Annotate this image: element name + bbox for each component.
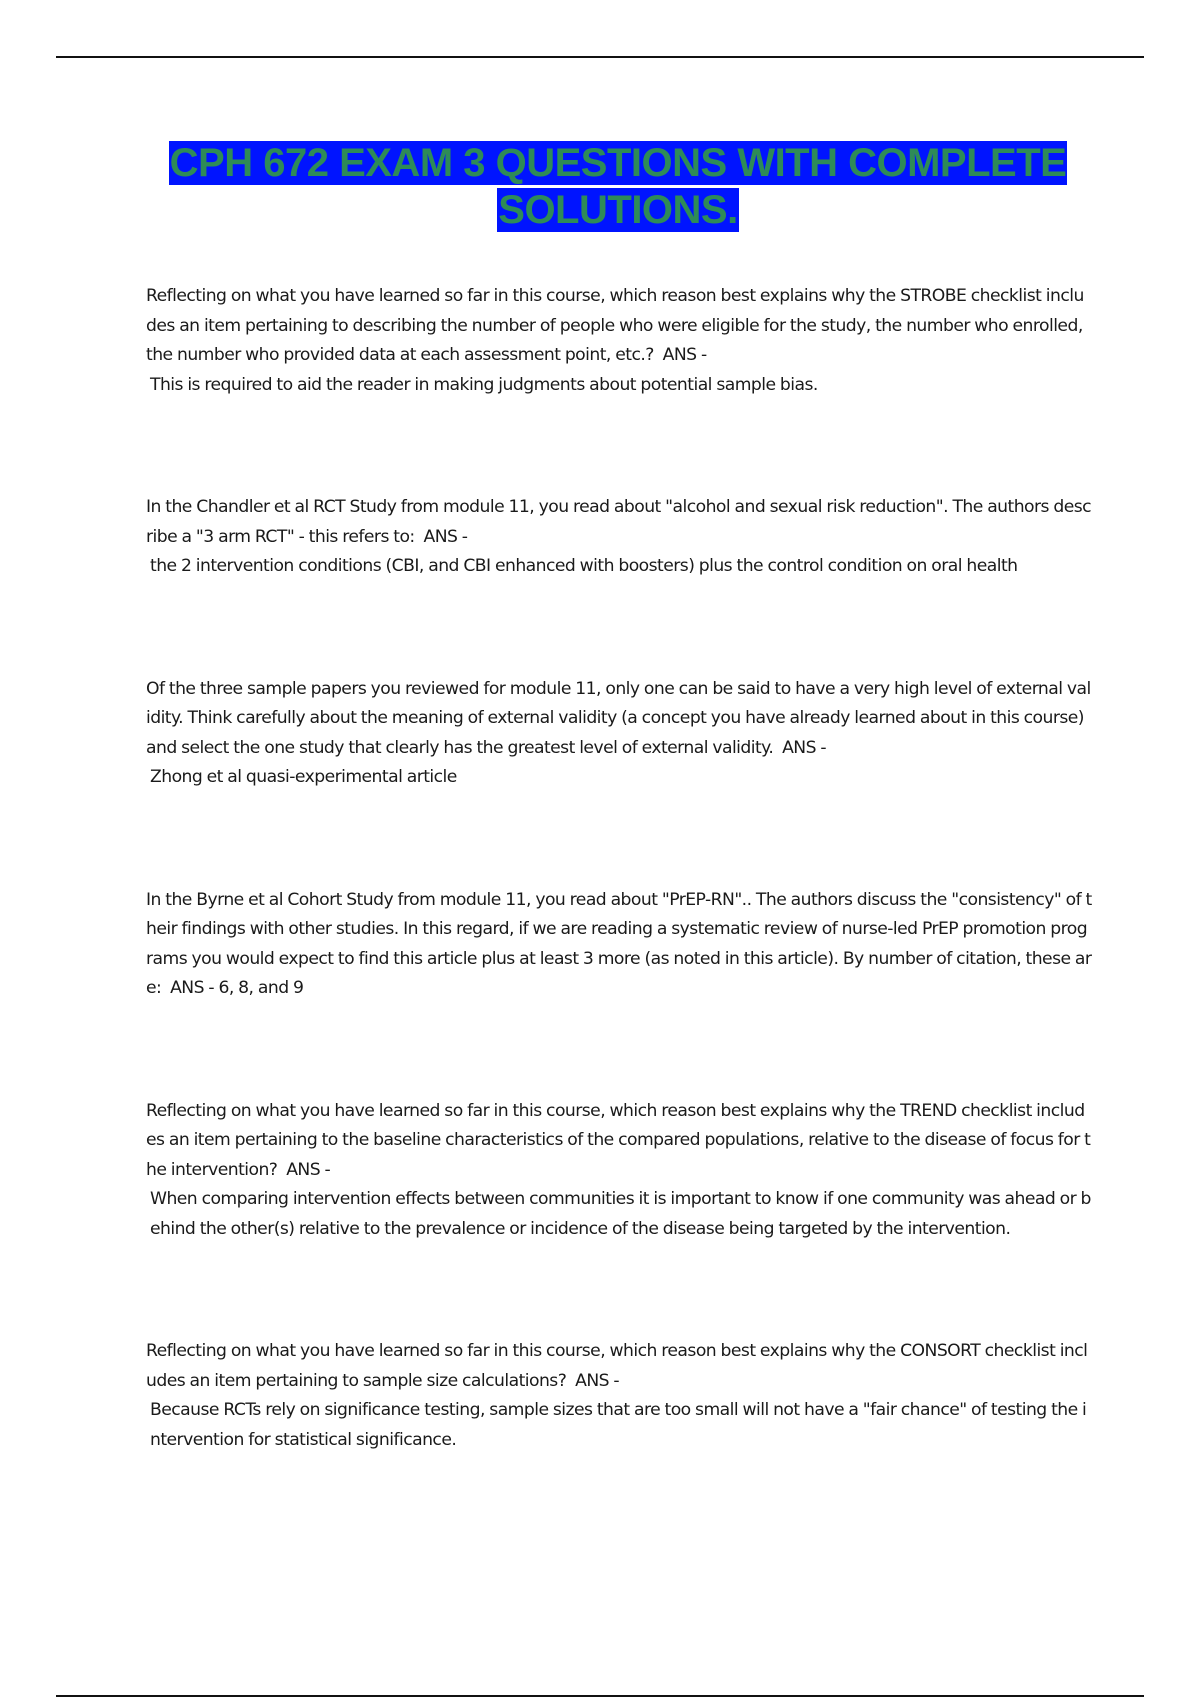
- answer-text: the 2 intervention conditions (CBI, and CBI enhanced with boosters) plus the control condition on oral health: [150, 556, 1018, 576]
- question-text: In the Byrne et al Cohort Study from module 11, you read about "PrEP-RN".. The authors discuss the "consistency" of their findings with other studies. In this regard, if we are reading a systematic review of nurse-led PrEP promotion programs you would expect to find this article plus at least 3 more (as noted in this article). By number of citation, these are: ANS - 6, 8, and 9: [146, 889, 1092, 998]
- qa-item: [146, 886, 1092, 1004]
- bottom-rule: [56, 1695, 1144, 1697]
- question-text: Reflecting on what you have learned so far in this course, which reason best explains why the TREND checklist includes an item pertaining to the baseline characteristics of the compared populations, relative to the disease of focus for the intervention? ANS -: [146, 1100, 1091, 1180]
- qa-item: [146, 675, 1092, 793]
- top-rule: [56, 56, 1144, 58]
- qa-item: [146, 1337, 1092, 1455]
- answer-text: Because RCTs rely on significance testing, sample sizes that are too small will not have a "fair chance" of testing the intervention for statistical significance.: [150, 1400, 1087, 1450]
- qa-list: [146, 282, 1092, 1548]
- title-line-1: CPH 672 EXAM 3 QUESTIONS WITH COMPLETE: [169, 141, 1067, 185]
- qa-item: [146, 493, 1092, 582]
- question-text: Of the three sample papers you reviewed for module 11, only one can be said to have a very high level of external validity. Think carefully about the meaning of external validity (a concept you have already learned about in this course) and select the one study that clearly has the greatest level of external validity. ANS -: [146, 678, 1091, 758]
- question-text: Reflecting on what you have learned so far in this course, which reason best explains why the CONSORT checklist includes an item pertaining to sample size calculations? ANS -: [146, 1341, 1088, 1391]
- qa-item: [146, 282, 1092, 400]
- answer-text: When comparing intervention effects between communities it is important to know if one community was ahead or behind the other(s) relative to the prevalence or incidence of the disease being targeted by the intervention.: [150, 1189, 1091, 1239]
- title-line-2: SOLUTIONS.: [498, 188, 738, 232]
- answer-text: This is required to aid the reader in making judgments about potential sample bias.: [150, 374, 818, 395]
- answer-text: Zhong et al quasi-experimental article: [150, 767, 457, 787]
- question-text: In the Chandler et al RCT Study from module 11, you read about "alcohol and sexual risk reduction". The authors describe a "3 arm RCT" - this refers to: ANS -: [146, 497, 1092, 547]
- document-title: [0, 140, 1200, 234]
- qa-item: [146, 1097, 1092, 1245]
- question-text: Reflecting on what you have learned so far in this course, which reason best explains why the STROBE checklist includes an item pertaining to describing the number of people who were eligible for the study, the number who enrolled, the number who provided data at each assessment point, etc.? ANS -: [146, 286, 1088, 365]
